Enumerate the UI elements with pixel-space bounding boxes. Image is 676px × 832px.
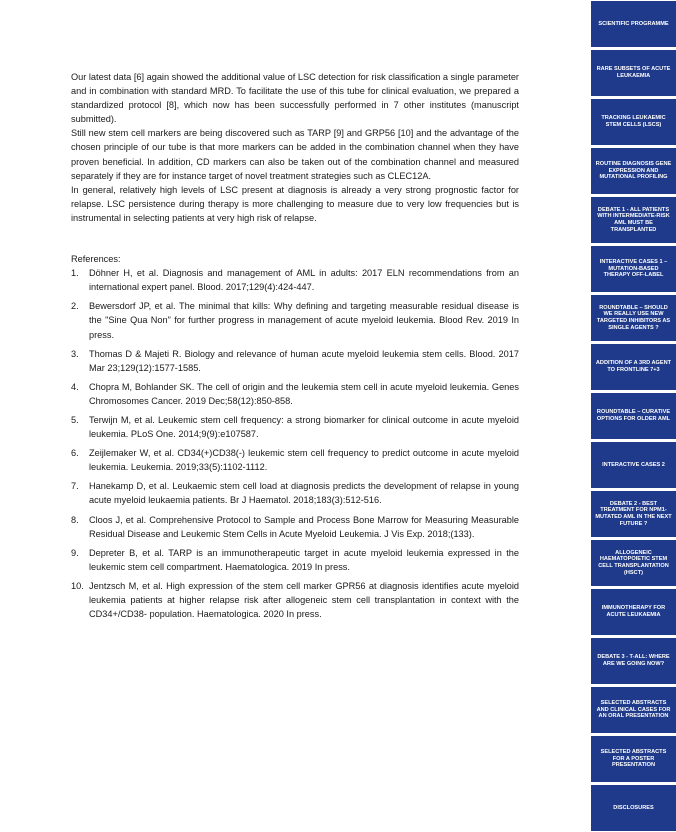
reference-item: [71, 380, 519, 408]
sidebar-item-third-agent[interactable]: ADDITION OF A 3RD AGENT TO FRONTLINE 7+3: [591, 344, 676, 390]
reference-text: Döhner H, et al. Diagnosis and management of AML in adults: 2017 ELN recommendations from an international expert panel. Blood. 2017;129(4):424-447.: [89, 268, 519, 293]
reference-number: 8.: [71, 514, 79, 525]
body-paragraph: In general, relatively high levels of LSC present at diagnosis is already a very strong prognostic factor for relapse. LSC persistence during therapy is more challenging to measure due to very low frequencies but is instrumental in selecting patients at very high risk of relapse.: [71, 184, 519, 223]
reference-text: Bewersdorf JP, et al. The minimal that kills: Why defining and targeting measurable residual disease is the "Sine Qua Non" for further progress in management of acute myeloid leukemia. Blood Rev. 2019 In press.: [89, 301, 519, 340]
reference-text: Jentzsch M, et al. High expression of the stem cell marker GPR56 at diagnosis identifies acute myeloid leukemia patients at higher relapse risk after allogeneic stem cell transplantation in context with the CD34+/CD38- population. Haematologica. 2020 In press.: [89, 580, 519, 620]
sidebar-item-interactive-cases-2[interactable]: INTERACTIVE CASES 2: [591, 442, 676, 488]
reference-text: Thomas D & Majeti R. Biology and relevance of human acute myeloid leukemia stem cells. Blood. 2017 Mar 23;129(12):1577-1585.: [89, 348, 519, 373]
programme-sidebar: [591, 0, 676, 832]
sidebar-item-disclosures[interactable]: DISCLOSURES: [591, 785, 676, 831]
reference-number: 4.: [71, 381, 79, 392]
reference-number: 10.: [71, 580, 84, 591]
sidebar-item-debate-3[interactable]: DEBATE 3 - T-ALL: WHERE ARE WE GOING NOW?: [591, 638, 676, 684]
reference-item: [71, 513, 519, 541]
body-paragraph: Still new stem cell markers are being discovered such as TARP [9] and GRP56 [10] and the advantage of the chosen principle of our tube is that more markers can be added in the combination channel when they have proven beneficial. In addition, CD markers can also be taken out of the combination channel and measured separately if they are for instance target of novel treatment strategies such as CLEC12A.: [71, 128, 519, 181]
reference-number: 5.: [71, 414, 79, 425]
reference-item: [71, 546, 519, 574]
sidebar-item-immunotherapy[interactable]: IMMUNOTHERAPY FOR ACUTE LEUKAEMIA: [591, 589, 676, 635]
sidebar-item-poster-abstracts[interactable]: SELECTED ABSTRACTS FOR A POSTER PRESENTATION: [591, 736, 676, 782]
sidebar-item-scientific-programme[interactable]: SCIENTIFIC PROGRAMME: [591, 1, 676, 47]
reference-number: 1.: [71, 268, 79, 279]
sidebar-item-roundtable-inhibitors[interactable]: ROUNDTABLE – SHOULD WE REALLY USE NEW TARGETED INHIBITORS AS SINGLE AGENTS ?: [591, 295, 676, 341]
page-content: [71, 70, 519, 626]
reference-number: 7.: [71, 481, 79, 492]
reference-item: [71, 479, 519, 507]
reference-item: [71, 347, 519, 375]
sidebar-item-hsct[interactable]: ALLOGENEIC HAEMATOPOIETIC STEM CELL TRANSPLANTATION (HSCT): [591, 540, 676, 586]
reference-number: 2.: [71, 301, 79, 312]
sidebar-item-tracking-lsc[interactable]: TRACKING LEUKAEMIC STEM CELLS (LSCS): [591, 99, 676, 145]
reference-item: [71, 266, 519, 294]
reference-text: Cloos J, et al. Comprehensive Protocol to Sample and Process Bone Marrow for Measuring Measurable Residual Disease and Leukemic Stem Cells in Acute Myeloid Leukemia. J Vis Exp. 2018;(133).: [89, 514, 519, 539]
references-list: [71, 266, 519, 621]
sidebar-item-rare-subsets[interactable]: RARE SUBSETS OF ACUTE LEUKAEMIA: [591, 50, 676, 96]
sidebar-item-interactive-cases-1[interactable]: INTERACTIVE CASES 1 – MUTATION-BASED THERAPY OFF-LABEL: [591, 246, 676, 292]
body-paragraph: Our latest data [6] again showed the additional value of LSC detection for risk classification a single parameter and in combination with standard MRD. To facilitate the use of this tube for clinical evaluation, we prepared a standardized protocol [8], which now has been successfully performed in 7 other institutes (manuscript submitted).: [71, 72, 519, 125]
sidebar-item-debate-1[interactable]: DEBATE 1 - ALL PATIENTS WITH INTERMEDIATE-RISK AML MUST BE TRANSPLANTED: [591, 197, 676, 243]
sidebar-item-roundtable-older-aml[interactable]: ROUNDTABLE – CURATIVE OPTIONS FOR OLDER AML: [591, 393, 676, 439]
reference-number: 6.: [71, 448, 79, 459]
reference-text: Zeijlemaker W, et al. CD34(+)CD38(-) leukemic stem cell frequency to predict outcome in acute myeloid leukemia. Leukemia. 2019;33(5):1102-1112.: [89, 448, 519, 473]
reference-item: [71, 446, 519, 474]
sidebar-item-oral-abstracts[interactable]: SELECTED ABSTRACTS AND CLINICAL CASES FOR AN ORAL PRESENTATION: [591, 687, 676, 733]
reference-text: Terwijn M, et al. Leukemic stem cell frequency: a strong biomarker for clinical outcome in acute myeloid leukemia. PLoS One. 2014;9(9):e107587.: [89, 414, 519, 440]
reference-number: 3.: [71, 348, 79, 359]
sidebar-item-routine-diagnosis[interactable]: ROUTINE DIAGNOSIS GENE EXPRESSION AND MUTATIONAL PROFILING: [591, 148, 676, 194]
reference-text: Chopra M, Bohlander SK. The cell of origin and the leukemia stem cell in acute myeloid leukemia. Genes Chromosomes Cancer. 2019 Dec;58(12):850-858.: [89, 381, 519, 406]
reference-text: Hanekamp D, et al. Leukaemic stem cell load at diagnosis predicts the development of relapse in young acute myeloid leukaemia patients. Br J Haematol. 2018;183(3):512-516.: [89, 481, 519, 506]
reference-number: 9.: [71, 547, 79, 558]
reference-item: [71, 413, 519, 441]
reference-item: [71, 299, 519, 341]
reference-item: [71, 579, 519, 621]
references-heading: References:: [71, 254, 121, 265]
sidebar-item-debate-2[interactable]: DEBATE 2 - BEST TREATMENT FOR NPM1-MUTATED AML IN THE NEXT FUTURE ?: [591, 491, 676, 537]
reference-text: Depreter B, et al. TARP is an immunotherapeutic target in acute myeloid leukemia expressed in the leukemic stem cell compartment. Haematologica. 2019 In press.: [89, 547, 519, 572]
